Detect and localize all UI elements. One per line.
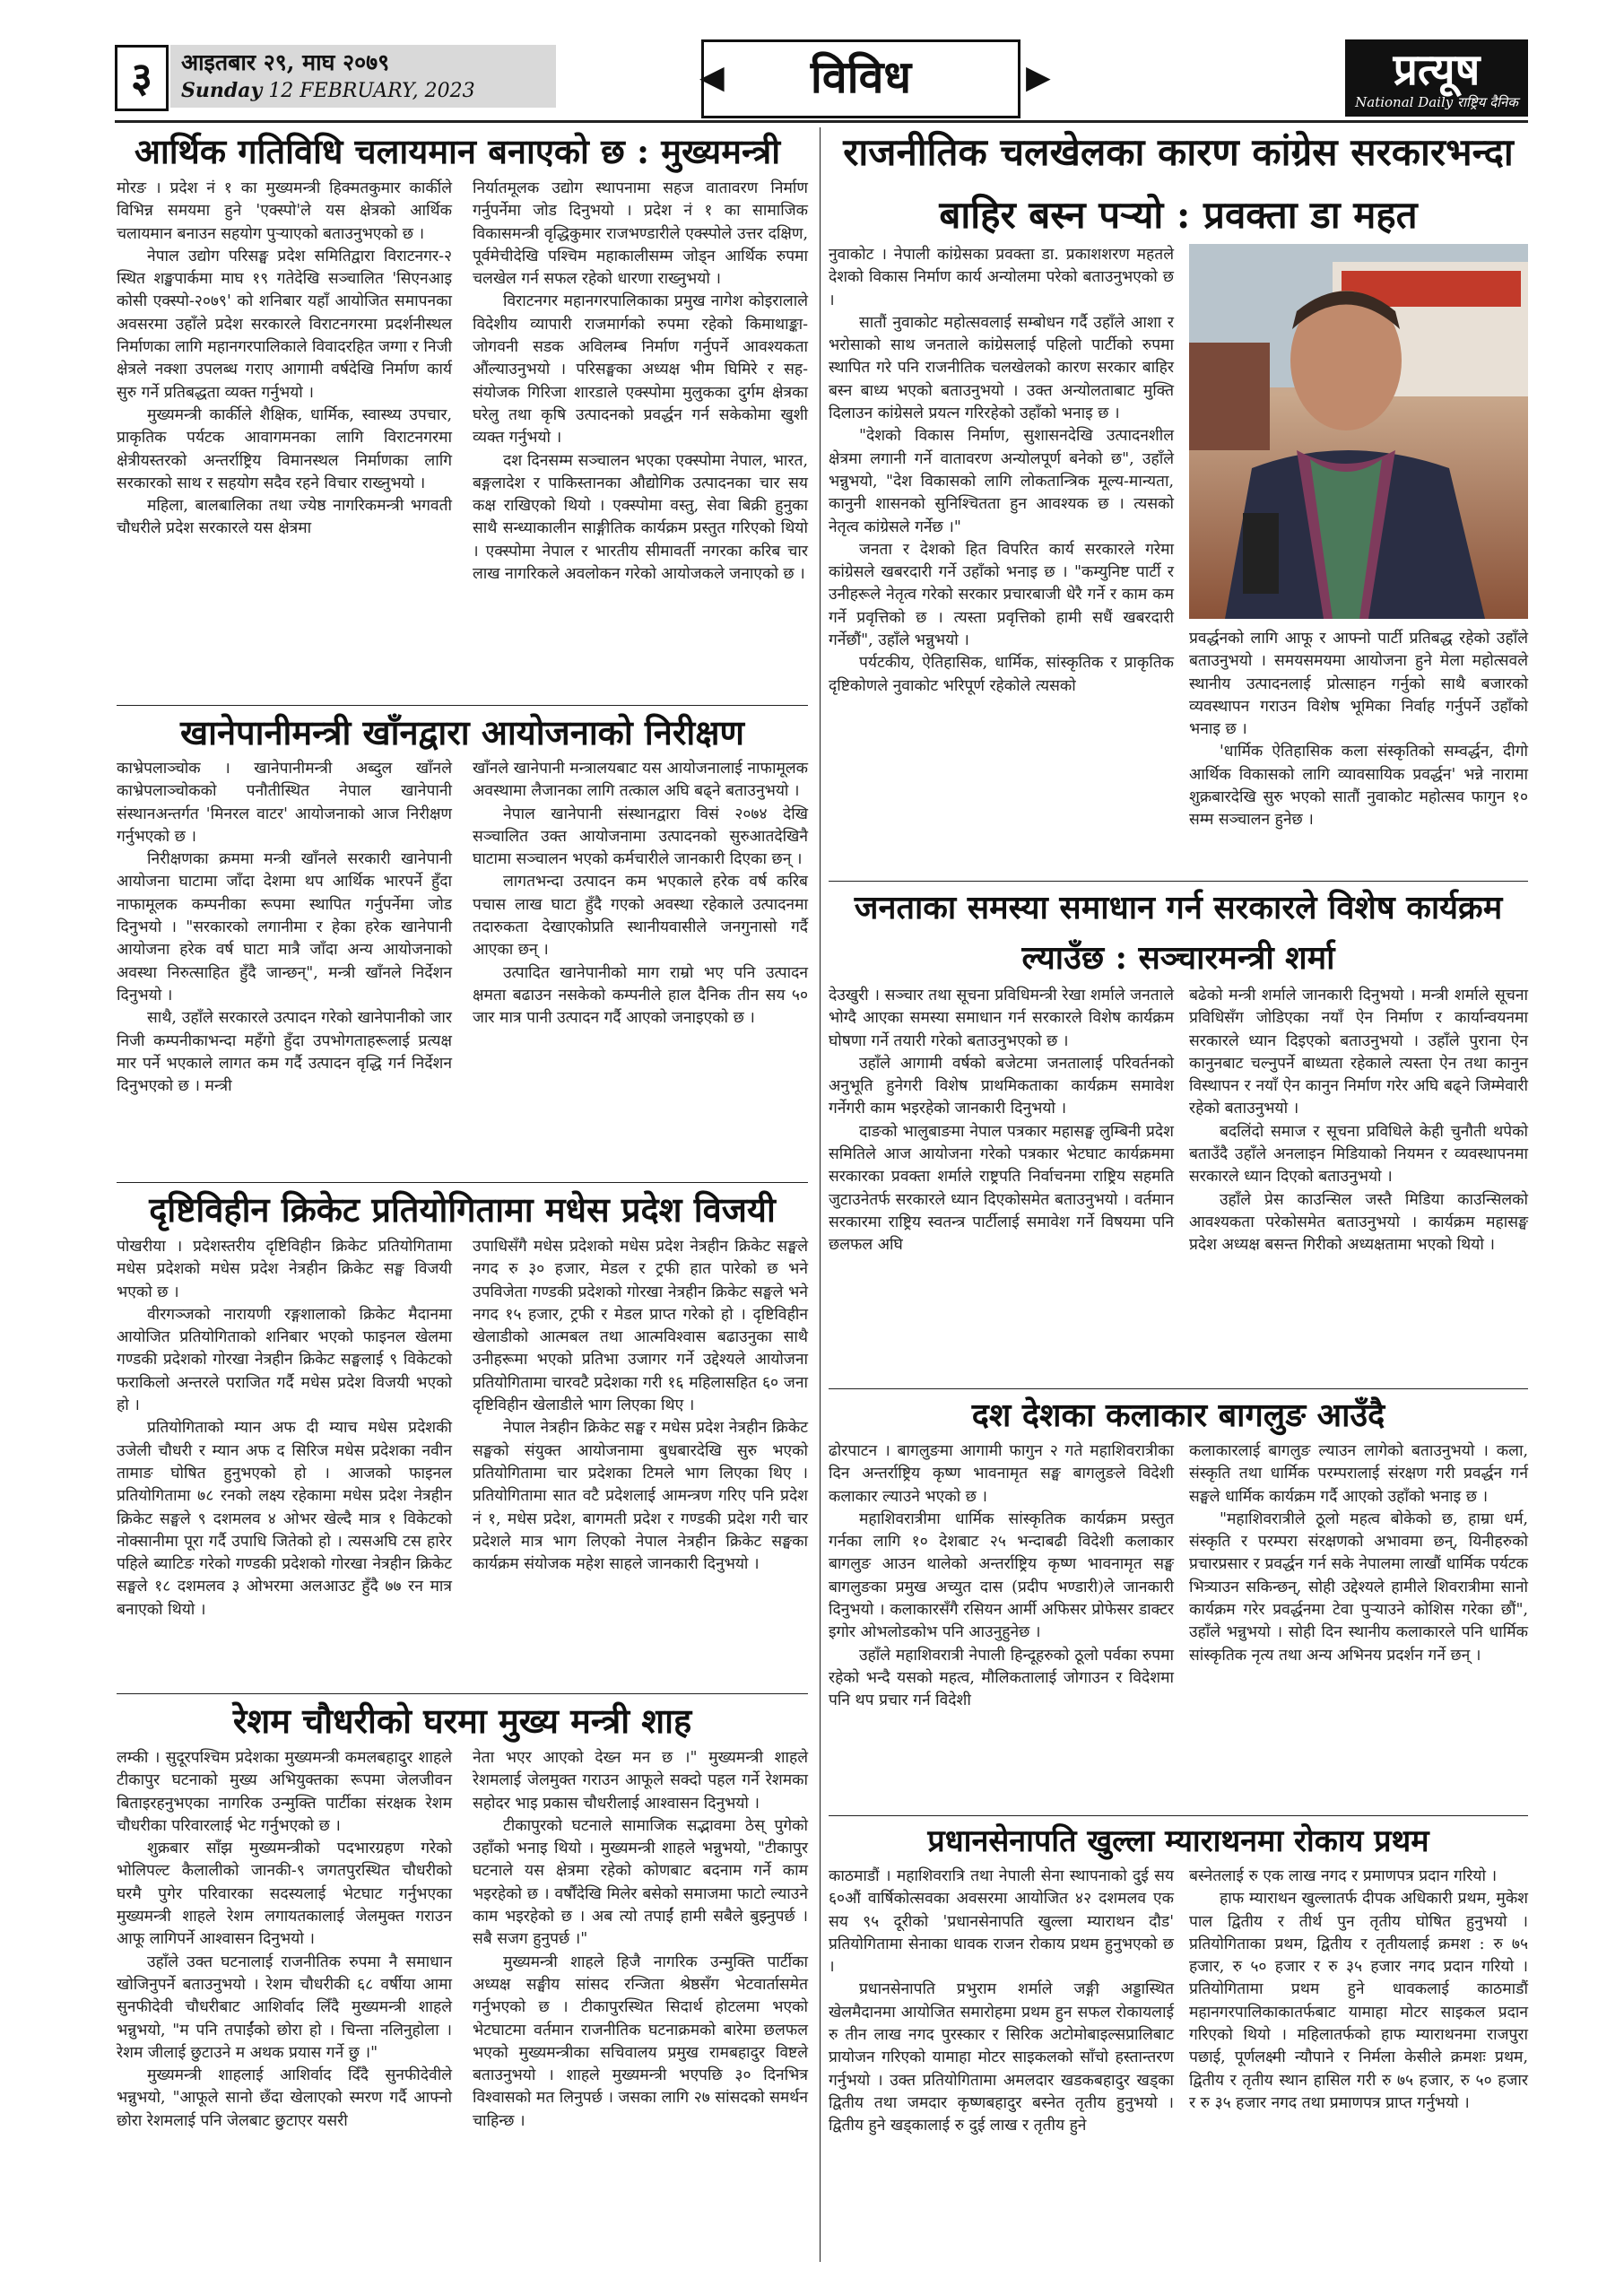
article-comm-col2 — [1189, 985, 1528, 1257]
headline-economy: आर्थिक गतिविधि चलायमान बनाएको छ : मुख्यमन्त्री — [134, 131, 781, 171]
divider — [829, 881, 1528, 882]
paragraph: नेता भएर आएको देख्न मन छ ।" मुख्यमन्त्री शाहले रेशमलाई जेलमुक्त गराउन आफूले सक्दो पहल गर्ने रेशमका सहोदर भाइ प्रकास चौधरीलाई आश्वासन दिनुभयो । — [473, 1749, 808, 1813]
paragraph: उत्पादित खानेपानीको माग राम्रो भए पनि उत्पादन क्षमता बढाउन नसकेको कम्पनीले हाल दैनिक तीन सय ५० जार मात्र पानी उत्पादन गर्दै आएको जनाइएको छ । — [473, 963, 808, 1028]
paragraph: नुवाकोट । नेपाली कांग्रेसका प्रवक्ता डा. प्रकाशशरण महतले देशको विकास निर्माण कार्य अन्योलमा परेको बताउनुभएको छ । — [829, 246, 1174, 309]
paragraph: देउखुरी । सञ्चार तथा सूचना प्रविधिमन्त्री रेखा शर्माले जनताले भोग्दै आएका समस्या समाधान गर्न सरकारले विशेष कार्यक्रम घोषणा गर्ने तयारी गरेको बताउनुभएको छ । — [829, 987, 1174, 1050]
paragraph: बदलिंदो समाज र सूचना प्रविधिले केही चुनौती थपेको बताउँदै उहाँले अनलाइन मिडियाको नियमन र व्यवस्थापनमा सरकारले ध्यान दिएको बताउनुभयो । — [1189, 1122, 1528, 1187]
article-resham-col2 — [473, 1747, 808, 2133]
paragraph: बढेको मन्त्री शर्माले जानकारी दिनुभयो । मन्त्री शर्माले सूचना प्रविधिसँग जोडिएका नयाँ ऐन निर्माण र कार्यान्वयनमा सरकारले ध्यान दिइएको बताउनुभयो । उहाँले पुराना ऐन कानुनबाट चल्नुपर्ने बाध्यता रहेकाले त्यस्ता ऐन तथा कानुन विस्थापन र नयाँ ऐन कानुन निर्माण गरेर अघि बढ्ने जिम्मेवारी रहेको बताउनुभयो । — [1189, 987, 1528, 1118]
article-economy-col2 — [473, 178, 808, 586]
speaker-image — [1189, 244, 1528, 619]
article-baglung-col2 — [1189, 1440, 1528, 1667]
paragraph: "देशको विकास निर्माण, सुशासनदेखि उत्पादनशील क्षेत्रमा लगानी गर्ने वातावरण अन्योलपूर्ण बनेको छ", उहाँले भन्नुभयो, "देश विकासको लागि लोकतान्त्रिक मूल्य-मान्यता, कानुनी शासनको सुनिश्चितता हुन आवश्यक छ । त्यसको नेतृत्व कांग्रेसले गर्नेछ ।" — [829, 427, 1174, 536]
paragraph: टीकापुरको घटनाले सामाजिक सद्भावमा ठेस् पुगेको उहाँको भनाइ थियो । मुख्यमन्त्री शाहले भन्नुभयो, "टीकापुर घटनाले यस क्षेत्रमा रहेको कोणबाट बदनाम गर्ने काम भइरहेको छ । वर्षौंदेखि मिलेर बसेको समाजमा फाटो ल्याउने काम भइरहेको छ । अब त्यो तपाईं हामी सबैले बुझ्नुपर्छ । सबै सजग हुनुपर्छ ।" — [473, 1816, 808, 1949]
paragraph: महिला, बालबालिका तथा ज्येष्ठ नागरिकमन्त्री भगवती चौधरीले प्रदेश सरकारले यस क्षेत्रमा — [117, 497, 452, 538]
headline-comm-minister-line2: ल्याउँछ : सञ्चारमन्त्री शर्मा — [1021, 939, 1335, 977]
date-box — [170, 45, 556, 108]
paragraph: निर्यातमूलक उद्योग स्थापनामा सहज वातावरण निर्माण गर्नुपर्नेमा जोड दिनुभयो । प्रदेश नं १ का सामाजिक विकासमन्त्री वृद्धिकुमार राजभण्डारीले एक्स्पोले उत्तर दक्षिण, पूर्वमेचीदेखि पश्चिम महाकालीसम्म जोड्न आर्थिक रुपमा चलखेल गर्न सफल रहेको धारणा राख्नुभयो । — [473, 179, 808, 289]
headline-baglung-artists: दश देशका कलाकार बागलुङ आउँदै — [971, 1396, 1385, 1434]
headline-resham-chaudhary: रेशम चौधरीको घरमा मुख्य मन्त्री शाह — [232, 1700, 692, 1741]
paragraph: उहाँले आगामी वर्षको बजेटमा जनतालाई परिवर्तनको अनुभूति हुनेगरी विशेष प्राथमिकताका कार्यक्रम समावेश गर्नेगरी काम भइरहेको जानकारी दिनुभयो । — [829, 1054, 1174, 1118]
headline-comm-minister-line1: जनताका समस्या समाधान गर्न सरकारले विशेष कार्यक्रम — [854, 889, 1503, 926]
article-baglung-col1 — [829, 1440, 1174, 1713]
paragraph: साथै, उहाँले सरकारले उत्पादन गरेको खानेपानीको जार निजी कम्पनीकाभन्दा महँगो हुँदा उपभोगताहरूलाई प्रत्यक्ष मार पर्ने भएकाले लागत कम गर्दै उत्पादन वृद्धि गर्न निर्देशन दिनुभएको छ । मन्त्री — [117, 1009, 452, 1096]
headline-blind-cricket: दृष्टिविहीन क्रिकेट प्रतियोगितामा मधेस प्रदेश विजयी — [149, 1189, 776, 1230]
paragraph: प्रतियोगिताको म्यान अफ दी म्याच मधेस प्रदेशकी उजेली चौधरी र म्यान अफ द सिरिज मधेस प्रदेशका नवीन तामाङ घोषित हुनुभएको हो । आजको फाइनल प्रतियोगितामा ७८ रनको लक्ष्य रहेकामा मधेस प्रदेश नेत्रहीन क्रिकेट सङ्घले ९ दशमलव ४ ओभर खेल्दै मात्र १ विकेटको नोक्सानीमा पूरा गर्दै उपाधि जितेको हो । त्यसअघि टस हारेर पहिले ब्याटिङ गरेको गण्डकी प्रदेशको गोरखा नेत्रहीन क्रिकेट सङ्घले १८ दशमलव ३ ओभरमा अलआउट हुँदै ७७ रन मात्र बनाएको थियो । — [117, 1419, 452, 1619]
paragraph: नेपाल नेत्रहीन क्रिकेट सङ्घ र मधेस प्रदेश नेत्रहीन क्रिकेट सङ्घको संयुक्त आयोजनामा बुधबारदेखि सुरु भएको प्रतियोगितामा चार प्रदेशका टिमले भाग लिएका थिए । प्रतियोगितामा सात वटै प्रदेशलाई आमन्त्रण गरिए पनि प्रदेश नं १, मधेस प्रदेश, बागमती प्रदेश र गण्डकी प्रदेश गरी चार प्रदेशले मात्र भाग लिएको नेपाल नेत्रहीन क्रिकेट सङ्घका कार्यक्रम संयोजक महेश साहले जानकारी दिनुभयो । — [473, 1419, 808, 1574]
paragraph: लम्की । सुदूरपश्चिम प्रदेशका मुख्यमन्त्री कमलबहादुर शाहले टीकापुर घटनाको मुख्य अभियुक्तका रूपमा जेलजीवन बिताइरहनुभएका नागरिक उन्मुक्ति पार्टीका संरक्षक रेशम चौधरीका परिवारलाई भेट गर्नुभएको छ । — [117, 1749, 452, 1835]
paragraph: जनता र देशको हित विपरित कार्य सरकारले गरेमा कांग्रेसले खबरदारी गर्ने उहाँको भनाइ छ । "कम्युनिष्ट पार्टी र उनीहरूले नेतृत्व गरेको सरकार प्रचारबाजी धेरै गर्ने र काम कम गर्ने प्रवृत्तिको छ । त्यस्ता प्रवृत्तिको हामी सधैं खबरदारी गर्नेछौं", उहाँले भन्नुभयो । — [829, 540, 1174, 650]
paragraph: उहाँले प्रेस काउन्सिल जस्तै मिडिया काउन्सिलको आवश्यकता परेकोसमेत बताउनुभयो । कार्यक्रम महासङ्घ प्रदेश अध्यक्ष बसन्त गिरीको अध्यक्षतामा भएको थियो । — [1189, 1190, 1528, 1255]
paragraph: पोखरीया । प्रदेशस्तरीय दृष्टिविहीन क्रिकेट प्रतियोगितामा मधेस प्रदेशको मधेस प्रदेश नेत्रहीन क्रिकेट सङ्घ विजयी भएको छ । — [117, 1238, 452, 1301]
paragraph: हाफ म्याराथन खुल्लातर्फ दीपक अधिकारी प्रथम, मुकेश पाल द्वितीय र तीर्थ पुन तृतीय घोषित हुनुभयो । प्रतियोगिताका प्रथम, द्वितीय र तृतीयलाई क्रमश : रु ७५ हजार, रु ५० हजार र रु ३५ हजार नगद प्रदान गरियो । प्रतियोगितामा प्रथम हुने धावकलाई काठमाडौं महानगरपालिकाकातर्फबाट यामाहा मोटर साइकल प्रदान गरिएको थियो । महिलातर्फको हाफ म्याराथनमा राजपुरा पछाई, पूर्णलक्ष्मी न्यौपाने र निर्मला केसीले क्रमशः प्रथम, द्वितीय र तृतीय स्थान हासिल गरी रु ७५ हजार, रु ५० हजार र रु ३५ हजार नगद तथा प्रमाणपत्र प्राप्त गर्नुभयो । — [1189, 1890, 1528, 2112]
article-cricket-col2 — [473, 1236, 808, 1576]
speaker-photo — [1189, 244, 1528, 619]
paragraph: निरीक्षणका क्रममा मन्त्री खाँनले सरकारी खानेपानी आयोजना घाटामा जाँदा देशमा थप आर्थिक भारपर्ने हुँदा नाफामूलक कम्पनीका रूपमा स्थापित गर्नुपर्नेमा जोड दिनुभयो । "सरकारको लगानीमा र हेका हरेक खानेपानी आयोजना हरेक वर्ष घाटा मात्रै जाँदा अन्य आयोजनाको अवस्था निरुत्साहित हुँदै जान्छन्", मन्त्री खाँनले निर्देशन दिनुभयो । — [117, 850, 452, 1004]
paragraph: प्रधानसेनापति प्रभुराम शर्माले जङ्गी अड्डास्थित खेलमैदानमा आयोजित समारोहमा प्रथम हुन सफल रोकायलाई रु तीन लाख नगद पुरस्कार र सिरिक अटोमोबाइल्सप्रालिबाट प्रायोजन गरिएको यामाहा मोटर साइकलको साँचो हस्तान्तरण गर्नुभयो । उक्त प्रतियोगितामा अमलदार खडकबहादुर खड्का द्वितीय तथा जमदार कृष्णबहादुर बस्नेत तृतीय हुनुभयो । द्वितीय हुने खड्कालाई रु दुई लाख र तृतीय हुने — [829, 1980, 1174, 2135]
paragraph: नेपाल खानेपानी संस्थानद्वारा विसं २०७४ देखि सञ्चालित उक्त आयोजनामा उत्पादनको सुरुआतदेखिनै घाटामा सञ्चालन भएको कर्मचारीले जानकारी दिएका छन् । — [473, 804, 808, 869]
date-nepali: आइतबार २९, माघ २०७९ — [181, 49, 390, 75]
article-resham-col1 — [117, 1747, 452, 2133]
divider — [117, 1693, 808, 1694]
date-english: 12 FEBRUARY, 2023 — [268, 80, 475, 102]
paragraph: काभ्रेपलाञ्चोक । खानेपानीमन्त्री अब्दुल खाँनले काभ्रेपलाञ्चोकको पनौतीस्थित नेपाल खानेपानी संस्थानअन्तर्गत 'मिनरल वाटर' आयोजनाको आज निरीक्षण गर्नुभएको छ । — [117, 760, 452, 846]
article-marathon-col1 — [829, 1866, 1174, 2138]
paragraph: प्रवर्द्धनको लागि आफू र आफ्नो पार्टी प्रतिबद्ध रहेको उहाँले बताउनुभयो । समयसमयमा आयोजना हुने मेला महोत्सवले स्थानीय उत्पादनलाई प्रोत्साहन गर्नुको साथै बजारको व्यवस्थापन गराउन विशेष भूमिका निर्वाह गर्नुपर्ने उहाँको भनाइ छ । — [1189, 630, 1528, 739]
paragraph: "महाशिवरात्रीले ठूलो महत्व बोकेको छ, हाम्रा धर्म, संस्कृति र परम्परा संरक्षणको अभावमा छन्, यिनीहरुको प्रचारप्रसार र प्रवर्द्धन गर्न सके नेपालमा लाखौं धार्मिक पर्यटक भित्र्याउन सकिन्छन्, सोही उद्देश्यले हामीले शिवरात्रीमा सानो कार्यक्रम गरेर प्रवर्द्धनमा टेवा पुऱ्याउने कोशिस गरेका छौं", उहाँले भन्नुभयो । सोही दिन स्थानीय कलाकारले पनि धार्मिक सांस्कृतिक नृत्य तथा अन्य अभिनय प्रदर्शन गर्ने छन् । — [1189, 1509, 1528, 1665]
logo-title: प्रत्यूष — [1393, 45, 1481, 95]
divider — [117, 705, 808, 706]
article-economy-col1 — [117, 178, 452, 541]
headline-congress-line2: बाहिर बस्न पऱ्यो : प्रवक्ता डा महत — [939, 193, 1418, 237]
article-cricket-col1 — [117, 1236, 452, 1622]
headline-water-minister: खानेपानीमन्त्री खाँनद्वारा आयोजनाको निरीक्षण — [180, 712, 744, 752]
paragraph: सातौं नुवाकोट महोत्सवलाई सम्बोधन गर्दै उहाँले आशा र भरोसाको साथ जनताले कांग्रेसलाई पहिलो पार्टीको रुपमा स्थापित गरे पनि राजनीतिक चलखेलको कारण सरकार बाहिर बस्न बाध्य भएको बताउनुभयो । उक्त अन्योलताबाट मुक्ति दिलाउन कांग्रेसले प्रयत्न गरिरहेको उहाँको भनाइ छ । — [829, 313, 1174, 423]
column-divider — [820, 127, 821, 2262]
paragraph: काठमाडौं । महाशिवरात्रि तथा नेपाली सेना स्थापनाको दुई सय ६०औं वार्षिकोत्सवका अवसरमा आयोजित ४२ दशमलव एक सय ९५ दूरीको 'प्रधानसेनापति खुल्ला म्याराथन दौड' प्रतियोगितामा सेनाका धावक राजन रोकाय प्रथम हुनुभएको छ । — [829, 1867, 1174, 1977]
article-water-col1 — [117, 758, 452, 1098]
newspaper-logo — [1345, 39, 1528, 117]
headline-congress-line1: राजनीतिक चलखेलका कारण कांग्रेस सरकारभन्दा — [843, 130, 1514, 174]
arrow-right-icon: ▶ — [1026, 59, 1051, 96]
paragraph: उपाधिसँगै मधेस प्रदेशको मधेस प्रदेश नेत्रहीन क्रिकेट सङ्घले नगद रु ३० हजार, मेडल र ट्रफी हात पारेको छ भने उपविजेता गण्डकी प्रदेशको गोरखा नेत्रहीन क्रिकेट सङ्घले भने नगद १५ हजार, ट्रफी र मेडल प्राप्त गरेको हो । दृष्टिविहीन खेलाडीको आत्मबल तथा आत्मविश्वास बढाउनुका साथै उनीहरूमा भएको प्रतिभा उजागर गर्ने उद्देश्यले आयोजना प्रतियोगितामा चारवटै प्रदेशका गरी १६ महिलासहित ६० जना दृष्टिविहीन खेलाडीले भाग लिएका थिए । — [473, 1238, 808, 1415]
divider — [829, 1388, 1528, 1389]
paragraph: 'धार्मिक ऐतिहासिक कला संस्कृतिको सम्वर्द्धन, दीगो आर्थिक विकासको लागि व्यावसायिक प्रवर्द्धन' भन्ने नारामा शुक्रबारदेखि सुरु भएको सातौं नुवाकोट महोत्सव फागुन १० सम्म सञ्चालन हुनेछ । — [1189, 743, 1528, 830]
section-title: विविध — [701, 39, 1020, 118]
headline-marathon: प्रधानसेनापति खुल्ला म्याराथनमा रोकाय प्रथम — [927, 1823, 1429, 1859]
article-congress-col1 — [829, 244, 1174, 698]
paragraph: मुख्यमन्त्री शाहलाई आशिर्वाद दिँदै सुनफीदेवीले भन्नुभयो, "आफूले सानो छँदा खेलाएको स्मरण गर्दै आफ्नो छोरा रेशमलाई पनि जेलबाट छुटाएर यसरी — [117, 2066, 452, 2130]
paragraph: कलाकारलाई बागलुङ ल्याउन लागेको बताउनुभयो । कला, संस्कृति तथा धार्मिक परम्परालाई संरक्षण गरी प्रवर्द्धन गर्न सङ्घले धार्मिक कार्यक्रम गर्दै आएको उहाँको भनाइ छ । — [1189, 1442, 1528, 1506]
divider — [117, 1182, 808, 1183]
date-english-line — [181, 79, 475, 102]
paragraph: विराटनगर महानगरपालिकाका प्रमुख नागेश कोइरालाले विदेशीय व्यापारी राजमार्गको रुपमा रहेको किमाथाङ्का-जोगवनी सडक अविलम्ब निर्माण गर्नुपर्ने आवश्यकता औंल्याउनुभयो । परिसङ्घका अध्यक्ष भीम घिमिरे र सह-संयोजक गिरिजा शारडाले एक्स्पोमा मुलुकका दुर्गम क्षेत्रका घरेलु तथा कृषि उत्पादनको प्रवर्द्धन गर्न सकेकोमा खुशी व्यक्त गर्नुभयो । — [473, 292, 808, 448]
logo-tagline: National Daily राष्ट्रिय दैनिक — [1355, 94, 1518, 110]
paragraph: खाँनले खानेपानी मन्त्रालयबाट यस आयोजनालाई नाफामूलक अवस्थामा लैजानका लागि तत्काल अघि बढ्ने बताउनुभयो । — [473, 760, 808, 801]
paragraph: दश दिनसम्म सञ्चालन भएका एक्स्पोमा नेपाल, भारत, बङ्गलादेश र पाकिस्तानका औद्योगिक उत्पादनका चार सय कक्ष राखिएको थियो । एक्स्पोमा वस्तु, सेवा बिक्री हुनुका साथै सन्ध्याकालीन साङ्गीतिक कार्यक्रम प्रस्तुत गरिएको थियो । एक्स्पोमा नेपाल र भारतीय सीमावर्ती नगरका करिब चार लाख नागरिकले अवलोकन गरेको आयोजकले जनाएको छ । — [473, 451, 808, 584]
paragraph: उहाँले महाशिवरात्री नेपाली हिन्दूहरुको ठूलो पर्वका रुपमा रहेको भन्दै यसको महत्व, मौलिकतालाई जोगाउन र विदेशमा पनि थप प्रचार गर्न विदेशी — [829, 1646, 1174, 1710]
date-day: Sunday — [181, 79, 263, 102]
article-marathon-col2 — [1189, 1866, 1528, 2115]
masthead-rule — [115, 120, 1528, 123]
article-water-col2 — [473, 758, 808, 1031]
arrow-left-icon: ◀ — [699, 59, 725, 96]
paragraph: मुख्यमन्त्री शाहले हिजै नागरिक उन्मुक्ति पार्टीका अध्यक्ष सङ्घीय सांसद रन्जिता श्रेष्ठसँग भेटवार्तासमेत गर्नुभएको छ । टीकापुरस्थित सिदार्थ होटलमा भएको भेटघाटमा वर्तमान राजनीतिक घटनाक्रमको बारेमा छलफल भएको मुख्यमन्त्रीका सचिवालय प्रमुख रामबहादुर विष्टले बताउनुभयो । शाहले मुख्यमन्त्री भएपछि ३० दिनभित्र विश्वासको मत लिनुपर्छ । जसका लागि २७ सांसदको समर्थन चाहिन्छ । — [473, 1952, 808, 2130]
paragraph: महाशिवरात्रीमा धार्मिक सांस्कृतिक कार्यक्रम प्रस्तुत गर्नका लागि १० देशबाट २५ भन्दाबढी विदेशी कलाकार बागलुङ आउन थालेको अन्तर्राष्ट्रिय कृष्ण भावनामृत सङ्घ बागलुङका प्रमुख अच्युत दास (प्रदीप भण्डारी)ले जानकारी दिनुभयो । कलाकारसँगै रसियन आर्मी अफिसर प्रोफेसर डाक्टर इगोर ओभलोडकोभ पनि आउनुहुनेछ । — [829, 1509, 1174, 1642]
masthead — [115, 39, 1527, 117]
page-number: ३ — [115, 45, 169, 111]
article-congress-col2 — [1189, 628, 1528, 832]
paragraph: उहाँले उक्त घटनालाई राजनीतिक रुपमा नै समाधान खोजिनुपर्ने बताउनुभयो । रेशम चौधरीकी ६८ वर्षीया आमा सुनफीदेवी चौधरीबाट आशिर्वाद लिँदै मुख्यमन्त्री शाहले भन्नुभयो, "म पनि तपाईंको छोरा हो । चिन्ता नलिनुहोला । रेशम जीलाई छुटाउने म अथक प्रयास गर्ने छु ।" — [117, 1952, 452, 2062]
divider — [829, 1815, 1528, 1816]
article-comm-col1 — [829, 985, 1174, 1257]
paragraph: दाङको भालुबाङमा नेपाल पत्रकार महासङ्घ लुम्बिनी प्रदेश समितिले आज आयोजना गरेको पत्रकार भेटघाट कार्यक्रममा सरकारका प्रवक्ता शर्माले राष्ट्रपति निर्वाचनमा राष्ट्रिय सहमति जुटाउनेतर्फ सरकारले ध्यान दिएकोसमेत बताउनुभयो । वर्तमान सरकारमा राष्ट्रिय स्वतन्त्र पार्टीलाई समावेश गर्ने विषयमा पनि छलफल अघि — [829, 1122, 1174, 1255]
paragraph: बस्नेतलाई रु एक लाख नगद र प्रमाणपत्र प्रदान गरियो । — [1189, 1867, 1498, 1885]
paragraph: मुख्यमन्त्री कार्कीले शैक्षिक, धार्मिक, स्वास्थ्य उपचार, प्राकृतिक पर्यटक आवागमनका लागि विराटनगरमा क्षेत्रीयस्तरको अन्तर्राष्ट्रिय विमानस्थल निर्माणका लागि सरकारको साथ र सहयोग सदैव रहने विचार राख्नुभयो । — [117, 405, 452, 492]
paragraph: शुक्रबार साँझ मुख्यमन्त्रीको पदभारग्रहण गरेको भोलिपल्ट कैलालीको जानकी-९ जगतपुरस्थित चौधरीको घरमै पुगेर परिवारका सदस्यलाई भेटघाट गर्नुभएका मुख्यमन्त्री शाहले रेशम लगायतकालाई जेलमुक्त गराउन आफू लागिपर्ने आश्वासन दिनुभयो । — [117, 1839, 452, 1949]
paragraph: वीरगञ्जको नारायणी रङ्गशालाको क्रिकेट मैदानमा आयोजित प्रतियोगिताको शनिबार भएको फाइनल खेलमा गण्डकी प्रदेशको गोरखा नेत्रहीन क्रिकेट सङ्घलाई ९ विकेटको फराकिलो अन्तरले पराजित गर्दै मधेस प्रदेश विजयी भएको हो । — [117, 1305, 452, 1415]
paragraph: लागतभन्दा उत्पादन कम भएकाले हरेक वर्ष करिब पचास लाख घाटा हुँदै गएको अवस्था रहेकाले उत्पादनमा तदारुकता देखाएकोप्रति स्थानीयवासीले जनगुनासो गर्दै आएका छन् । — [473, 873, 808, 960]
paragraph: पर्यटकीय, ऐतिहासिक, धार्मिक, सांस्कृतिक र प्राकृतिक दृष्टिकोणले नुवाकोट भरिपूर्ण रहेकोले त्यसको — [829, 654, 1174, 695]
paragraph: नेपाल उद्योग परिसङ्घ प्रदेश समितिद्वारा विराटनगर-२ स्थित शङ्खपार्कमा माघ १९ गतेदेखि सञ्चालित 'सिएनआइ कोसी एक्स्पो-२०७९' को शनिबार यहाँ आयोजित समापनका अवसरमा उहाँले प्रदेश सरकारले विराटनगरमा प्रदर्शनीस्थल निर्माणका लागि महानगरपालिकाले विवादरहित जग्गा र निजी क्षेत्रले नक्शा उपलब्ध गराए आगामी वर्षदेखि निर्माण कार्य सुरु गर्ने प्रतिबद्धता व्यक्त गर्नुभयो । — [117, 247, 452, 402]
paragraph: मोरङ । प्रदेश नं १ का मुख्यमन्त्री हिक्मतकुमार कार्कीले विभिन्न समयमा हुने 'एक्स्पो'ले यस क्षेत्रको आर्थिक चलायमान बनाउन सहयोग पुऱ्याएको बताउनुभएको छ । — [117, 179, 452, 243]
paragraph: ढोरपाटन । बागलुङमा आगामी फागुन २ गते महाशिवरात्रीका दिन अन्तर्राष्ट्रिय कृष्ण भावनामृत सङ्घ बागलुङले विदेशी कलाकार ल्याउने भएको छ । — [829, 1442, 1174, 1506]
